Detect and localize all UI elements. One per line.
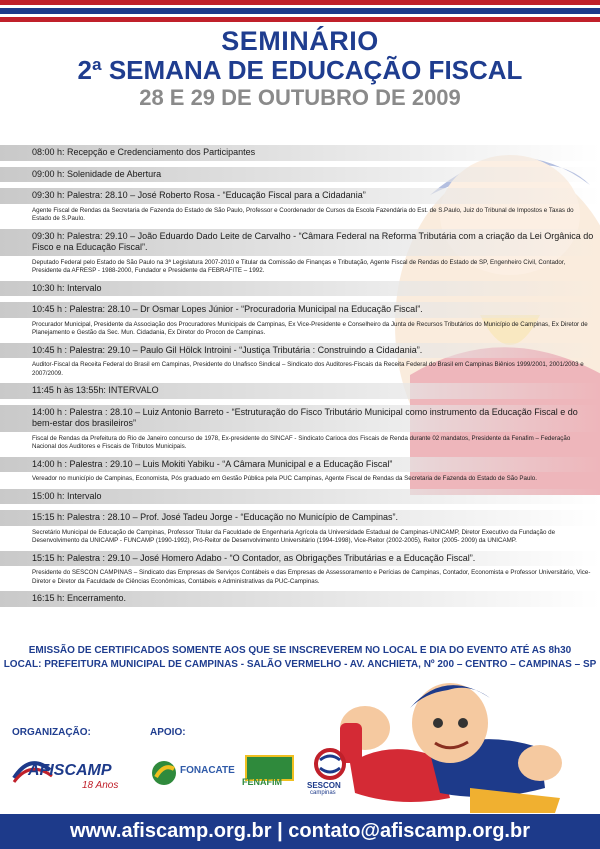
program-item: [0, 302, 600, 341]
sescon-wordmark: SESCON: [307, 781, 341, 790]
title-seminario: SEMINÁRIO: [221, 26, 379, 56]
speaker-bio: Vereador no município de Campinas, Economista, Pós graduado em Gestão Pública pela PUC Campinas, Agente Fiscal de Rendas da Secretaria de Fazenda do Estado de São Paulo.: [32, 475, 537, 482]
program-item: [0, 343, 600, 382]
afiscamp-wordmark: AFISCAMP: [28, 762, 112, 779]
top-stripe: [0, 0, 600, 22]
sescon-logo: [305, 748, 355, 800]
program-time-bar: 14:00 h : Palestra : 29.10 – Luis Mokiti Yabiku - “A Câmara Municipal e a Educação Fiscal”: [0, 457, 600, 473]
program-item: [0, 383, 600, 399]
program-time-bar: 09:00 h: Solenidade de Abertura: [0, 167, 600, 183]
fonacate-logo: [150, 755, 240, 795]
program-time-bar: 15:15 h: Palestra : 29.10 – José Homero Adabo - “O Contador, as Obrigações Tributárias e a Educação Fiscal”.: [0, 551, 600, 567]
program-item: [0, 145, 600, 161]
speaker-bio: Agente Fiscal de Rendas da Secretaria de Fazenda do Estado de São Paulo, Professor e Coordenador de Cursos da Escola Fazendária do Est. de S.Paulo, Juiz do Tribunal de Impostos e Taxas do Estado de S.Paulo.: [32, 206, 574, 222]
program-time-bar: 09:30 h: Palestra: 28.10 – José Roberto Rosa - “Educação Fiscal para a Cidadania”: [0, 188, 600, 204]
program-item: [0, 510, 600, 549]
organization-label: ORGANIZAÇÃO:: [12, 727, 91, 738]
hero-mascot-illustration: [330, 668, 570, 818]
program-time-bar: 10:45 h : Palestra: 28.10 – Dr Osmar Lopes Júnior - “Procuradoria Municipal na Educação Fiscal”.: [0, 302, 600, 318]
afiscamp-logo: [10, 748, 130, 800]
program-item: [0, 281, 600, 297]
title-semana: 2ª SEMANA DE EDUCAÇÃO FISCAL: [77, 55, 523, 85]
program-time-bar: 10:45 h : Palestra: 29.10 – Paulo Gil Hölck Introini - “Justiça Tributária : Construindo a Cidadania”.: [0, 343, 600, 359]
speaker-bio: Auditor-Fiscal da Receita Federal do Brasil em Campinas, Presidente do Unafisco Sindical – Sindicato dos Auditores-Fiscais da Receita Federal do Brasil em Campinas Biênios 1999/2001, 2001/2003 e 2007/2009.: [32, 361, 584, 377]
program-time-bar: 15:15 h: Palestra : 28.10 – Prof. José Tadeu Jorge - “Educação no Município de Campinas”.: [0, 510, 600, 526]
speaker-bio: Presidente do SESCON CAMPINAS – Sindicato das Empresas de Serviços Contábeis e das Empresas de Assessoramento e Perícias de Campinas, Contador, Economista e Professor Universitário, Vice-Diretor e Diretor da Faculdade de Ciências Econômicas, Contábeis e Administrativas da PUC-Campinas.: [32, 569, 591, 585]
fenafim-logo: [240, 755, 300, 795]
title-dates: 28 E 29 DE OUTUBRO DE 2009: [139, 85, 461, 110]
fenafim-wordmark: FENAFIM: [242, 777, 282, 787]
speaker-bio: Secretário Municipal de Educação de Campinas, Professor Titular da Faculdade de Engenharia Agrícola da Universidade Estadual de Campinas-UNICAMP, Diretor Executivo da Fundação de Desenvolvimento da UNICAMP - FUNCAMP (1990-1992), Pró-Reitor de Desenvolvimento Universitário (1994-1998), Vice-Reitor (2002-2005), Reitor (2005- 2009) da UNICAMP.: [32, 528, 556, 544]
program-time-bar: 15:00 h: Intervalo: [0, 489, 600, 505]
program-item: [0, 551, 600, 590]
program-time-bar: 14:00 h : Palestra : 28.10 – Luiz Antonio Barreto - “Estruturação do Fisco Tributário Municipal como instrumento da Educação Fiscal e do bem-estar dos brasileiros”: [0, 405, 600, 432]
program-item: [0, 457, 600, 487]
program-item: [0, 167, 600, 183]
support-label: APOIO:: [150, 727, 186, 738]
program-time-bar: 09:30 h: Palestra: 29.10 – João Eduardo Dado Leite de Carvalho - “Câmara Federal na Reforma Tributária com a criação da Lei Orgânica do Fisco e na Educação Fiscal”.: [0, 229, 600, 256]
speaker-bio: Fiscal de Rendas da Prefeitura do Rio de Janeiro concurso de 1978, Ex-presidente do SINCAF - Sindicato Carioca dos Fiscais de Renda durante 02 mandatos, Presidente da Fenafim – Federação Nacional dos Auditores e Fiscais de Tributos Municipais.: [32, 434, 571, 450]
afiscamp-anniversary: 18 Anos: [82, 780, 119, 791]
program-item: [0, 489, 600, 505]
program-time-bar: 11:45 h às 13:55h: INTERVALO: [0, 383, 600, 399]
certificate-notice: EMISSÃO DE CERTIFICADOS SOMENTE AOS QUE SE INSCREVEREM NO LOCAL E DIA DO EVENTO ATÉ AS 8h30: [28, 645, 572, 656]
sescon-city: campinas: [310, 790, 336, 796]
header: [0, 26, 600, 112]
footer-contact[interactable]: www.afiscamp.org.br | contato@afiscamp.org.br: [0, 814, 600, 849]
speaker-bio: Deputado Federal pelo Estado de São Paulo na 3ª Legislatura 2007-2010 e Titular da Comissão de Finanças e Tributação, Agente Fiscal de Rendas do Estado de SP, Engenheiro Civil, Contador, Presidente da AFRESP - 1988-2000, Fundador e Presidente da FEBRAFITE – 1992.: [32, 258, 566, 274]
program-list: [0, 145, 600, 609]
program-item: [0, 188, 600, 227]
program-time-bar: 08:00 h: Recepção e Credenciamento dos Participantes: [0, 145, 600, 161]
location-notice: LOCAL: PREFEITURA MUNICIPAL DE CAMPINAS - SALÃO VERMELHO - AV. ANCHIETA, Nº 200 – CENTRO – CAMPINAS – SP: [3, 659, 597, 670]
program-time-bar: 16:15 h: Encerramento.: [0, 591, 600, 607]
program-time-bar: 10:30 h: Intervalo: [0, 281, 600, 297]
program-item: [0, 229, 600, 279]
fonacate-wordmark: FONACATE: [180, 765, 235, 776]
program-item: [0, 405, 600, 455]
program-item: [0, 591, 600, 607]
speaker-bio: Procurador Municipal, Presidente da Associação dos Procuradores Municipais de Campinas, Ex Vice-Presidente e Conselheiro da Junta de Recursos Tributários do Município de Campinas, Ex Diretor de Planejamento e Gestão da Sec. Mun. Cidadania, Ex Diretor do Procon de Campinas.: [32, 320, 588, 336]
